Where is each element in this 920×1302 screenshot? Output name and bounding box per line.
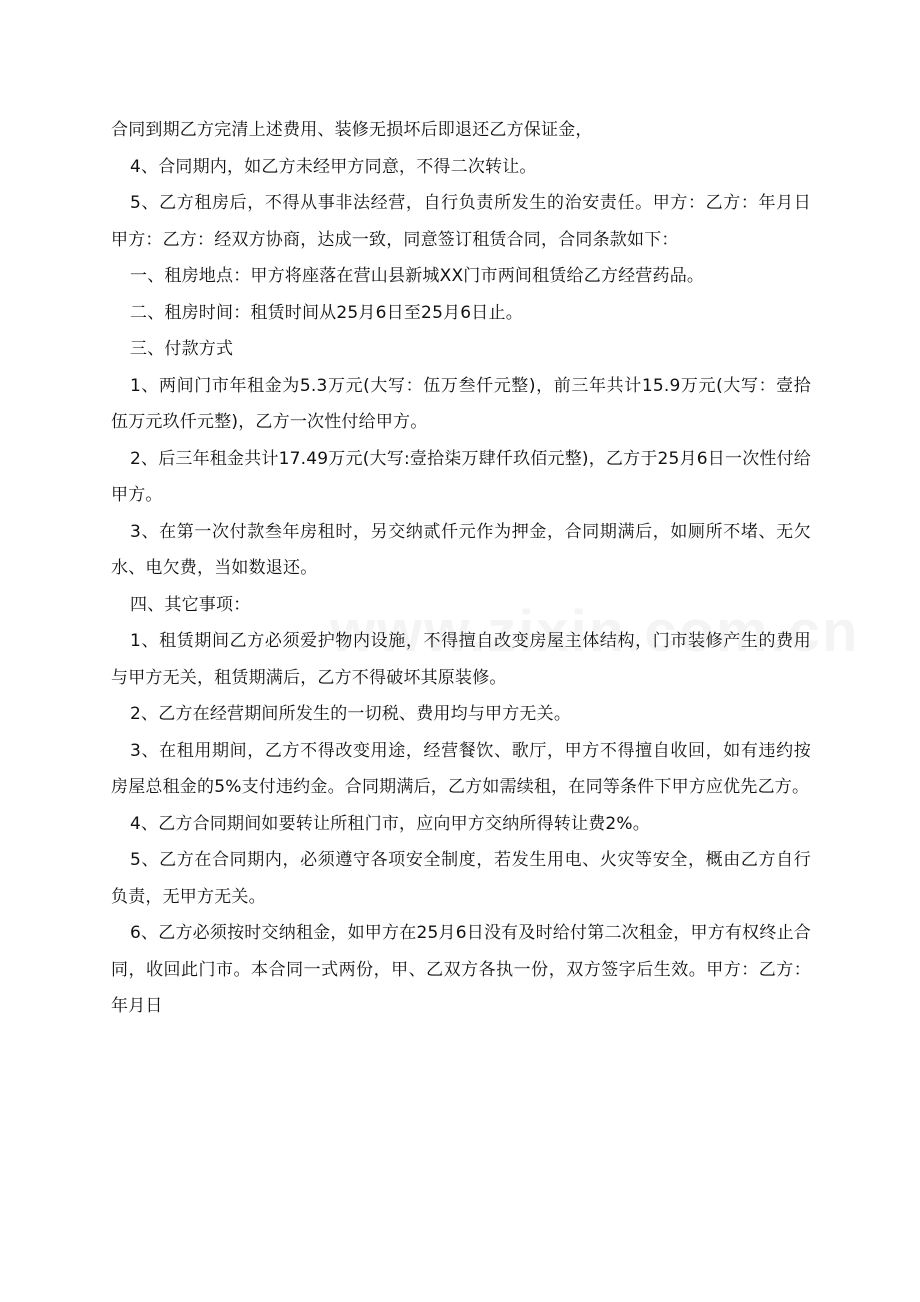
section-heading-payment: 三、付款方式 [130, 339, 234, 359]
paragraph-security-deposit: 3、在第一次付款叁年房租时，另交纳贰仟元作为押金，合同期满后，如厕所不堵、无欠水、电欠费，当如数退还。 [111, 521, 811, 578]
contract-body [111, 112, 811, 1025]
paragraph-legal-operation: 5、乙方租房后，不得从事非法经营，自行负责所发生的治安责任。甲方：乙方：年月日甲方：乙方：经双方协商，达成一致，同意签订租赁合同，合同条款如下： [111, 193, 811, 250]
paragraph-safety-rules: 5、乙方在合同期内，必须遵守各项安全制度，若发生用电、火灾等安全，概由乙方自行负责，无甲方无关。 [111, 850, 811, 907]
paragraph-no-sublet: 4、合同期内，如乙方未经甲方同意，不得二次转让。 [130, 156, 537, 177]
section-heading-other-matters: 四、其它事项： [130, 594, 251, 615]
paragraph-rental-location: 一、租房地点：甲方将座落在营山县新城XX门市两间租赁给乙方经营药品。 [130, 266, 705, 286]
paragraph-rental-period: 二、租房时间：租赁时间从25月6日至25月6日止。 [130, 302, 523, 323]
paragraph-transfer-fee: 4、乙方合同期间如要转让所租门市，应向甲方交纳所得转让费2%。 [130, 813, 650, 834]
paragraph-usage-restriction: 3、在租用期间，乙方不得改变用途，经营餐饮、歌厅，甲方不得擅自收回，如有违约按房屋总租金的5%支付违约金。合同期满后，乙方如需续租，在同等条件下甲方应优先乙方。 [111, 740, 811, 797]
paragraph-annual-rent: 1、两间门市年租金为5.3万元(大写：伍万叁仟元整)，前三年共计15.9万元(大写：壹拾伍万元玖仟元整)，乙方一次性付给甲方。 [111, 375, 811, 432]
paragraph-later-rent: 2、后三年租金共计17.49万元(大写:壹拾柒万肆仟玖佰元整)，乙方于25月6日一次性付给甲方。 [111, 448, 811, 505]
paragraph-deposit-refund: 合同到期乙方完清上述费用、装修无损坏后即退还乙方保证金， [111, 120, 593, 140]
paragraph-facility-care: 1、租赁期间乙方必须爱护物内设施，不得擅自改变房屋主体结构，门市装修产生的费用与甲方无关，租赁期满后，乙方不得破坏其原装修。 [111, 631, 811, 688]
paragraph-taxes-fees: 2、乙方在经营期间所发生的一切税、费用均与甲方无关。 [130, 704, 572, 724]
paragraph-rent-payment-signature: 6、乙方必须按时交纳租金，如甲方在25月6日没有及时给付第二次租金，甲方有权终止合同，收回此门市。本合同一式两份，甲、乙双方各执一份，双方签字后生效。甲方：乙方：年月日 [111, 923, 811, 1016]
